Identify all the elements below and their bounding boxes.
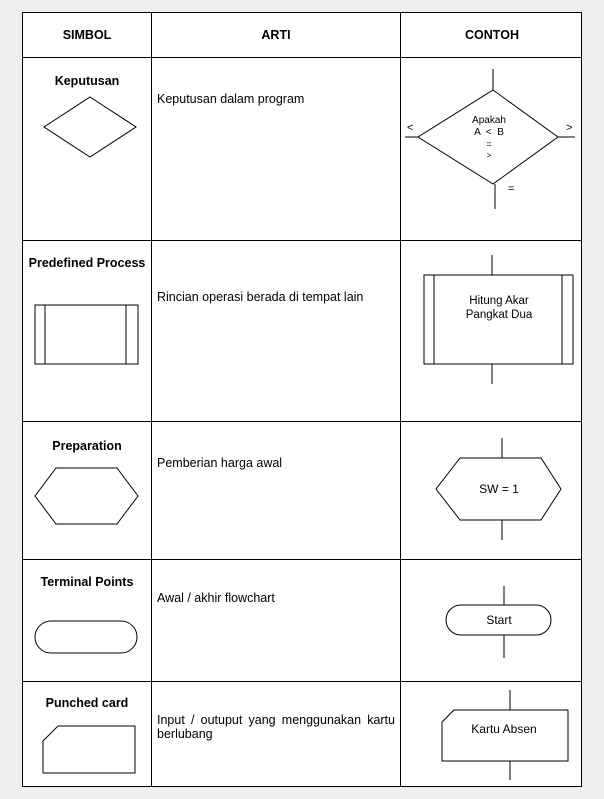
- header-contoh: CONTOH: [465, 28, 519, 42]
- decision-left-branch: <: [407, 122, 414, 134]
- header-simbol: SIMBOL: [62, 28, 112, 42]
- decision-line-4: >: [486, 151, 492, 160]
- row-divider: [23, 57, 581, 58]
- symbol-name-keputusan: Keputusan: [54, 74, 120, 88]
- meaning-terminal-points: Awal / akhir flowchart: [157, 591, 275, 605]
- header-arti: ARTI: [261, 28, 291, 42]
- decision-line-2: A < B: [474, 127, 504, 138]
- row-divider: [23, 421, 581, 422]
- column-divider: [400, 13, 401, 786]
- terminal-label: Start: [486, 613, 512, 627]
- process-line-2: Pangkat Dua: [465, 309, 533, 321]
- preparation-label: SW = 1: [479, 482, 519, 496]
- process-line-1: Hitung Akar: [469, 295, 529, 307]
- symbol-name-preparation: Preparation: [52, 439, 122, 453]
- column-divider: [151, 13, 152, 786]
- punched-card-label: Kartu Absen: [471, 722, 537, 736]
- decision-line-1: Apakah: [472, 115, 506, 126]
- meaning-preparation: Pemberian harga awal: [157, 456, 283, 470]
- symbol-name-punched-card: Punched card: [45, 696, 129, 710]
- meaning-predefined-process: Rincian operasi berada di tempat lain: [157, 290, 364, 304]
- decision-right-branch: >: [566, 122, 573, 134]
- symbol-name-terminal-points: Terminal Points: [40, 575, 134, 589]
- flowchart-symbol-table: [22, 12, 582, 787]
- decision-line-3: =: [486, 139, 492, 149]
- row-divider: [23, 681, 581, 682]
- meaning-punched-card: Input / outuput yang menggunakan kartu berlubang: [157, 713, 395, 741]
- row-divider: [23, 240, 581, 241]
- meaning-keputusan: Keputusan dalam program: [157, 92, 305, 106]
- symbol-name-predefined-process: Predefined Process: [28, 256, 146, 270]
- decision-bottom-branch: =: [508, 183, 515, 195]
- row-divider: [23, 559, 581, 560]
